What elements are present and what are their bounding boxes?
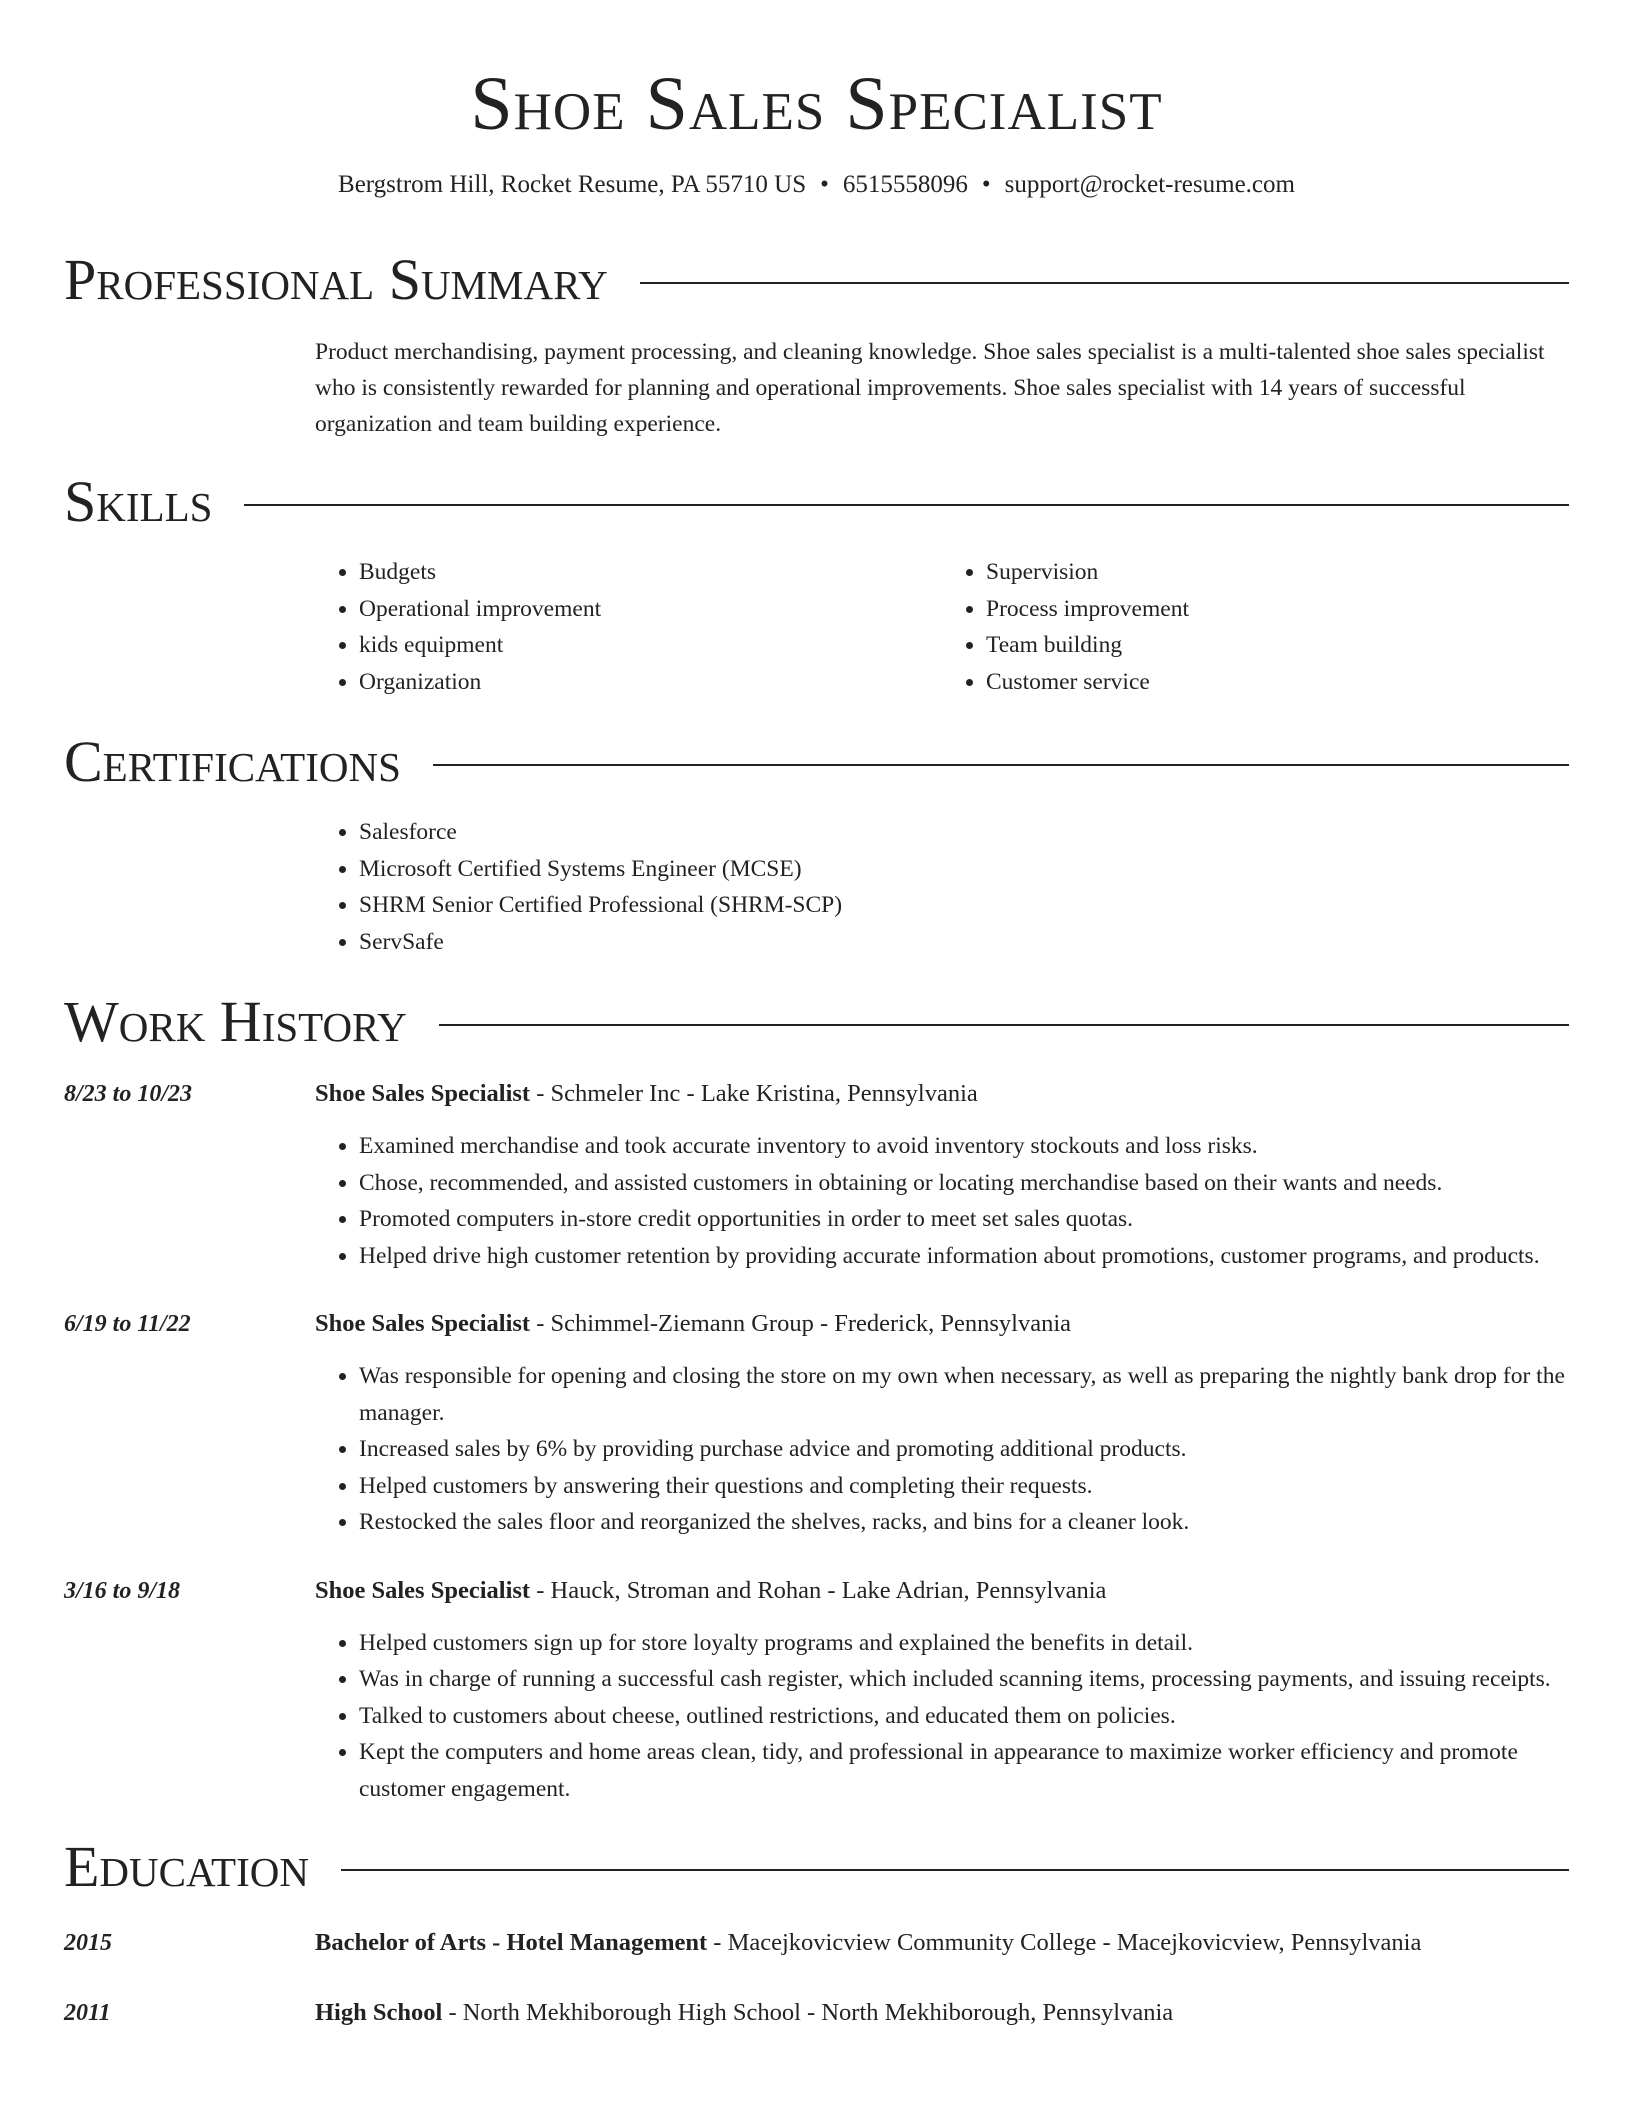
work-bullet: • Helped customers by answering their questions and completing their requests. <box>359 1468 1569 1505</box>
skill-item: • Customer service <box>986 664 1569 701</box>
education-title-line <box>315 1925 1569 1961</box>
summary-section-header <box>64 248 1569 312</box>
education-year: 2015 <box>64 1930 112 1956</box>
job-title: Shoe Sales Specialist <box>315 1576 531 1604</box>
skills-list <box>315 554 1569 700</box>
education-heading: Education <box>64 1834 309 1899</box>
work-bullet: • Promoted computers in-store credit opportunities in order to meet set sales quotas. <box>359 1201 1569 1238</box>
skill-item: • Budgets <box>359 554 942 591</box>
certification-item: • SHRM Senior Certified Professional (SHRM-SCP) <box>359 887 1569 924</box>
work-entry <box>64 1306 1569 1541</box>
certification-item: • Salesforce <box>359 814 1569 851</box>
work-bullet: • Was responsible for opening and closing the store on my own when necessary, as well as preparing the nightly bank drop for the manager. <box>359 1358 1569 1431</box>
work-bullets <box>315 1128 1569 1274</box>
degree: High School <box>315 1999 443 2026</box>
work-entry <box>64 1573 1569 1808</box>
certifications-section-header <box>64 730 1569 794</box>
candidate-name: Shoe Sales Specialist <box>470 62 1163 146</box>
skill-item: • Supervision <box>986 554 1569 591</box>
skills-column-left <box>315 554 942 700</box>
work-bullet: • Was in charge of running a successful cash register, which included scanning items, processing payments, and issuing receipts. <box>359 1661 1569 1698</box>
skills-section-header <box>64 470 1569 534</box>
work-bullets <box>315 1625 1569 1808</box>
work-title-line <box>315 1306 1569 1342</box>
contact-line <box>64 168 1569 202</box>
work-bullet: • Examined merchandise and took accurate inventory to avoid inventory stockouts and loss risks. <box>359 1128 1569 1165</box>
education-section-header <box>64 1835 1569 1899</box>
education-detail <box>315 1995 1569 2031</box>
skill-item: • Team building <box>986 627 1569 664</box>
work-detail <box>315 1573 1569 1808</box>
work-section-header <box>64 990 1569 1054</box>
work-bullet: • Chose, recommended, and assisted customers in obtaining or locating merchandise based on their wants and needs. <box>359 1165 1569 1202</box>
school-location: - North Mekhiborough High School - North Mekhiborough, Pennsylvania <box>442 1999 1174 2026</box>
employer-location: - Schimmel-Ziemann Group - Frederick, Pennsylvania <box>530 1310 1071 1337</box>
education-detail <box>315 1925 1569 1961</box>
contact-separator: • <box>981 171 991 198</box>
work-bullet: • Kept the computers and home areas clean, tidy, and professional in appearance to maximize worker efficiency and promote customer engagement. <box>359 1734 1569 1807</box>
education-title-line <box>315 1995 1569 2031</box>
skill-item: • Process improvement <box>986 591 1569 628</box>
contact-email: support@rocket-resume.com <box>1004 171 1295 198</box>
section-divider <box>640 282 1569 284</box>
school-location: - Macejkovicview Community College - Macejkovicview, Pennsylvania <box>707 1929 1422 1956</box>
section-divider <box>341 1869 1569 1871</box>
contact-separator: • <box>820 171 829 198</box>
job-title: Shoe Sales Specialist <box>315 1080 531 1107</box>
education-year: 2011 <box>64 2000 111 2026</box>
certifications-bullets <box>315 814 1569 960</box>
work-detail <box>315 1076 1569 1274</box>
work-dates: 6/19 to 11/22 <box>64 1311 191 1337</box>
section-divider <box>433 764 1569 766</box>
certifications-heading: Certifications <box>64 729 401 794</box>
section-divider <box>244 504 1569 506</box>
job-title: Shoe Sales Specialist <box>315 1310 531 1337</box>
work-dates: 8/23 to 10/23 <box>64 1081 193 1107</box>
skill-item: • Organization <box>359 664 942 701</box>
education-entry <box>64 1995 1569 2031</box>
summary-text: Product merchandising, payment processing, and cleaning knowledge. Shoe sales specialist is a multi-talented shoe sales specialist who is consistently rewarded for planning and operational improvements. Shoe sales specialist with 14 years of successful organization and team building experience. <box>315 339 1545 437</box>
work-title-line <box>315 1573 1569 1609</box>
work-heading: Work History <box>64 989 407 1054</box>
certifications-list <box>315 814 1569 960</box>
education-entry <box>64 1925 1569 1961</box>
section-divider <box>439 1024 1569 1026</box>
skill-item: • kids equipment <box>359 627 942 664</box>
work-bullet: • Helped drive high customer retention by providing accurate information about promotions, customer programs, and products. <box>359 1238 1569 1275</box>
work-bullets <box>315 1358 1569 1541</box>
skills-column-right <box>942 554 1569 700</box>
contact-address: Bergstrom Hill, Rocket Resume, PA 55710 US <box>338 171 807 198</box>
degree: Bachelor of Arts - Hotel Management <box>315 1929 708 1956</box>
skills-heading: Skills <box>64 469 213 534</box>
employer-location: - Hauck, Stroman and Rohan - Lake Adrian, Pennsylvania <box>530 1576 1107 1604</box>
work-entry <box>64 1076 1569 1274</box>
contact-phone: 6515558096 <box>842 171 968 198</box>
skill-item: • Operational improvement <box>359 591 942 628</box>
work-bullet: • Talked to customers about cheese, outlined restrictions, and educated them on policies. <box>359 1698 1569 1735</box>
certification-item: • Microsoft Certified Systems Engineer (MCSE) <box>359 851 1569 888</box>
employer-location: - Schmeler Inc - Lake Kristina, Pennsylvania <box>530 1080 978 1107</box>
work-bullet: • Increased sales by 6% by providing purchase advice and promoting additional products. <box>359 1431 1569 1468</box>
work-detail <box>315 1306 1569 1541</box>
work-bullet: • Helped customers sign up for store loyalty programs and explained the benefits in detail. <box>359 1625 1569 1662</box>
summary-heading: Professional Summary <box>64 247 608 312</box>
work-title-line <box>315 1076 1569 1112</box>
work-bullet: • Restocked the sales floor and reorganized the shelves, racks, and bins for a cleaner look. <box>359 1504 1569 1541</box>
work-dates: 3/16 to 9/18 <box>64 1577 181 1604</box>
certification-item: • ServSafe <box>359 924 1569 961</box>
